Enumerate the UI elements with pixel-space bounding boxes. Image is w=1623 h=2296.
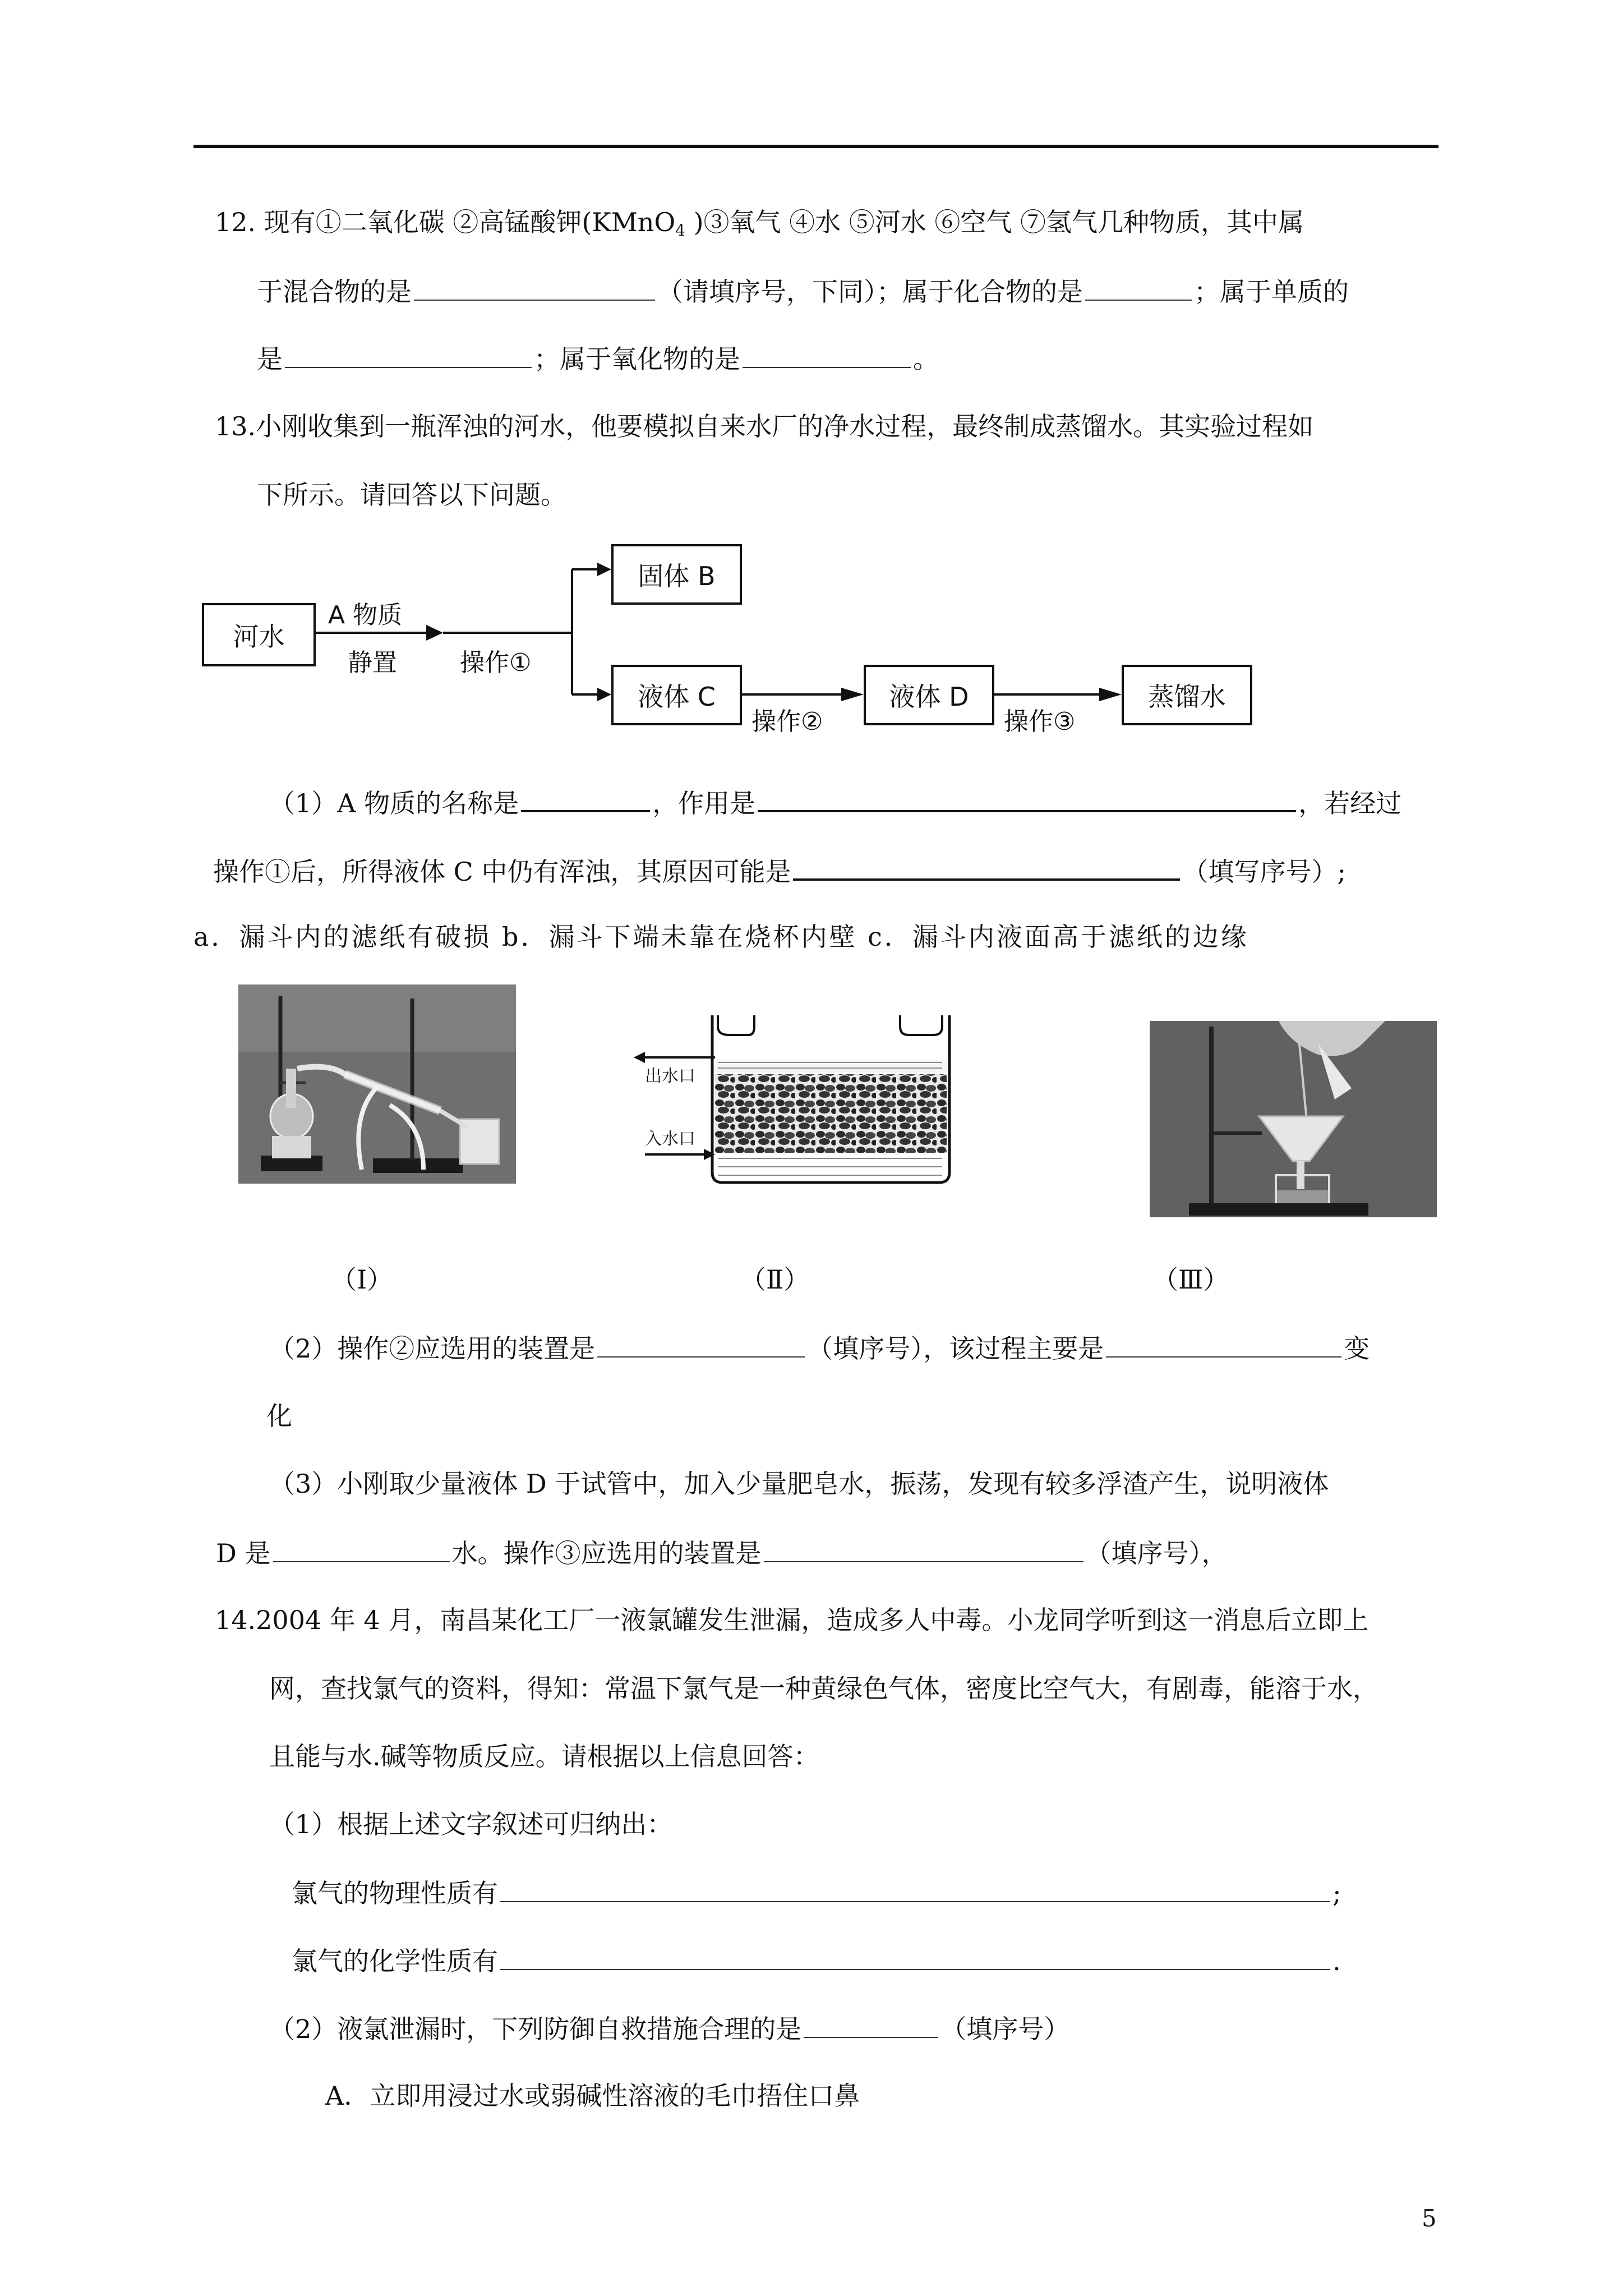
q14-p2a: （2）液氯泄漏时，下列防御自救措施合理的是 — [269, 2014, 802, 2044]
flow-label-op3: 操作③ — [1004, 707, 1076, 736]
q13-p2a: （2）操作②应选用的装置是 — [269, 1333, 596, 1364]
q13-intro1: 13.小刚收集到一瓶浑浊的河水，他要模拟自来水厂的净水过程，最终制成蒸馏水。其实验过程如 — [215, 411, 1314, 441]
q14-phys-label: 氯气的物理性质有 — [292, 1878, 498, 1908]
filtration-image — [1150, 1021, 1437, 1217]
q13-p1a: （1）A 物质的名称是 — [269, 788, 519, 818]
caption-figure-1: （Ⅰ） — [331, 1264, 393, 1295]
q13-water-type-blank[interactable] — [273, 1535, 450, 1562]
flow-box-river-water: 河水 — [202, 603, 316, 666]
q13-p1-line2 — [213, 853, 1346, 889]
q13-intro2: 下所示。请回答以下问题。 — [257, 480, 566, 510]
q12-line1-text: 12. 现有①二氧化碳 ②高锰酸钾(KMnO — [215, 207, 676, 237]
q13-a-name-blank[interactable] — [521, 784, 650, 812]
caption-figure-2: （Ⅱ） — [740, 1264, 810, 1295]
q14-option-a: A．立即用浸过水或弱碱性溶液的毛巾捂住口鼻 — [325, 2081, 860, 2111]
outlet-label: 出水口 — [645, 1066, 695, 1086]
q12-line3a: 是 — [257, 344, 283, 374]
q14-chemical-properties — [292, 1943, 1341, 1978]
q13-p3-line2 — [216, 1535, 1228, 1570]
flow-box-solid-b: 固体 B — [611, 544, 742, 605]
inlet-label: 入水口 — [645, 1129, 695, 1149]
q13-op2-device-blank[interactable] — [597, 1331, 805, 1358]
q12-line2b: （请填序号，下同）；属于化合物的是 — [657, 277, 1083, 307]
q13-p2b: （填序号），该过程主要是 — [807, 1333, 1104, 1364]
figure-distillation-apparatus — [238, 984, 516, 1190]
flow-label-a-substance: A 物质 — [328, 601, 403, 629]
q13-p3b: D 是 — [216, 1538, 271, 1568]
q13-p1-line1 — [269, 784, 1401, 820]
q14-physical-blank[interactable] — [500, 1875, 1330, 1902]
q12-line2c: ；属于单质的 — [1194, 277, 1349, 307]
q14-p1: （1）根据上述文字叙述可归纳出： — [269, 1809, 673, 1839]
q13-reason-blank[interactable] — [793, 853, 1180, 881]
q13-p3-line1: （3）小刚取少量液体 D 于试管中，加入少量肥皂水，振荡，发现有较多浮渣产生，说明液体 — [269, 1469, 1329, 1499]
flow-label-op2: 操作② — [751, 707, 823, 736]
q12-subscript: 4 — [675, 221, 685, 240]
flow-label-settle: 静置 — [348, 648, 397, 677]
q14-p2 — [269, 2011, 1069, 2046]
q14-intro2: 网，查找氯气的资料，得知：常温下氯气是一种黄绿色气体，密度比空气大，有剧毒，能溶于水， — [269, 1673, 1378, 1704]
q14-chem-end: . — [1332, 1946, 1341, 1976]
q12-line2a: 于混合物的是 — [257, 277, 412, 307]
q13-a-function-blank[interactable] — [758, 784, 1296, 812]
q14-chem-label: 氯气的化学性质有 — [292, 1946, 498, 1976]
q12-line1-rest: )③氧气 ④水 ⑤河水 ⑥空气 ⑦氢气几种物质，其中属 — [685, 207, 1304, 237]
q13-p2c: 变 — [1344, 1333, 1370, 1364]
q14-intro1: 14.2004 年 4 月，南昌某化工厂一液氯罐发生泄漏，造成多人中毒。小龙同学听到这一消息后立即上 — [215, 1605, 1369, 1635]
q13-change-type-blank[interactable] — [1106, 1331, 1341, 1358]
q12-line3b: ；属于氧化物的是 — [534, 344, 740, 374]
flow-box-distilled-water: 蒸馏水 — [1122, 665, 1252, 725]
flow-box-liquid-c: 液体 C — [611, 665, 742, 725]
q14-intro3: 且能与水.碱等物质反应。请根据以上信息回答： — [269, 1741, 819, 1772]
q13-p1b: ，作用是 — [652, 788, 756, 818]
q12-line3c: 。 — [913, 344, 939, 374]
q13-p2-line2: 化 — [266, 1401, 292, 1431]
q14-measure-blank[interactable] — [804, 2011, 938, 2038]
q14-chemical-blank[interactable] — [500, 1943, 1330, 1970]
q13-p3c: 水。操作③应选用的装置是 — [451, 1538, 762, 1568]
q13-op3-device-blank[interactable] — [764, 1535, 1083, 1562]
page-number: 5 — [1422, 2205, 1437, 2232]
q13-p2-line1 — [269, 1331, 1370, 1365]
q13-p1d: 操作①后，所得液体 C 中仍有浑浊，其原因可能是 — [213, 857, 791, 887]
flow-label-op1: 操作① — [460, 648, 532, 677]
q13-p3d: （填序号）， — [1085, 1538, 1228, 1568]
carbon-column-image — [634, 1004, 981, 1189]
distillation-image — [238, 984, 516, 1184]
figure-filtration — [1150, 1021, 1437, 1223]
figure-carbon-column — [634, 1004, 981, 1195]
q13-options: a．漏斗内的滤纸有破损 b．漏斗下端未靠在烧杯内壁 c．漏斗内液面高于滤纸的边缘 — [193, 922, 1249, 952]
q14-phys-end: ; — [1332, 1878, 1341, 1908]
q14-p2b: （填序号） — [940, 2014, 1070, 2044]
flow-box-liquid-d: 液体 D — [864, 665, 994, 725]
q13-p1e: （填写序号）; — [1182, 857, 1346, 887]
caption-figure-3: （Ⅲ） — [1152, 1264, 1229, 1295]
q14-physical-properties — [292, 1875, 1341, 1910]
q13-p1c: ，若经过 — [1298, 788, 1402, 818]
